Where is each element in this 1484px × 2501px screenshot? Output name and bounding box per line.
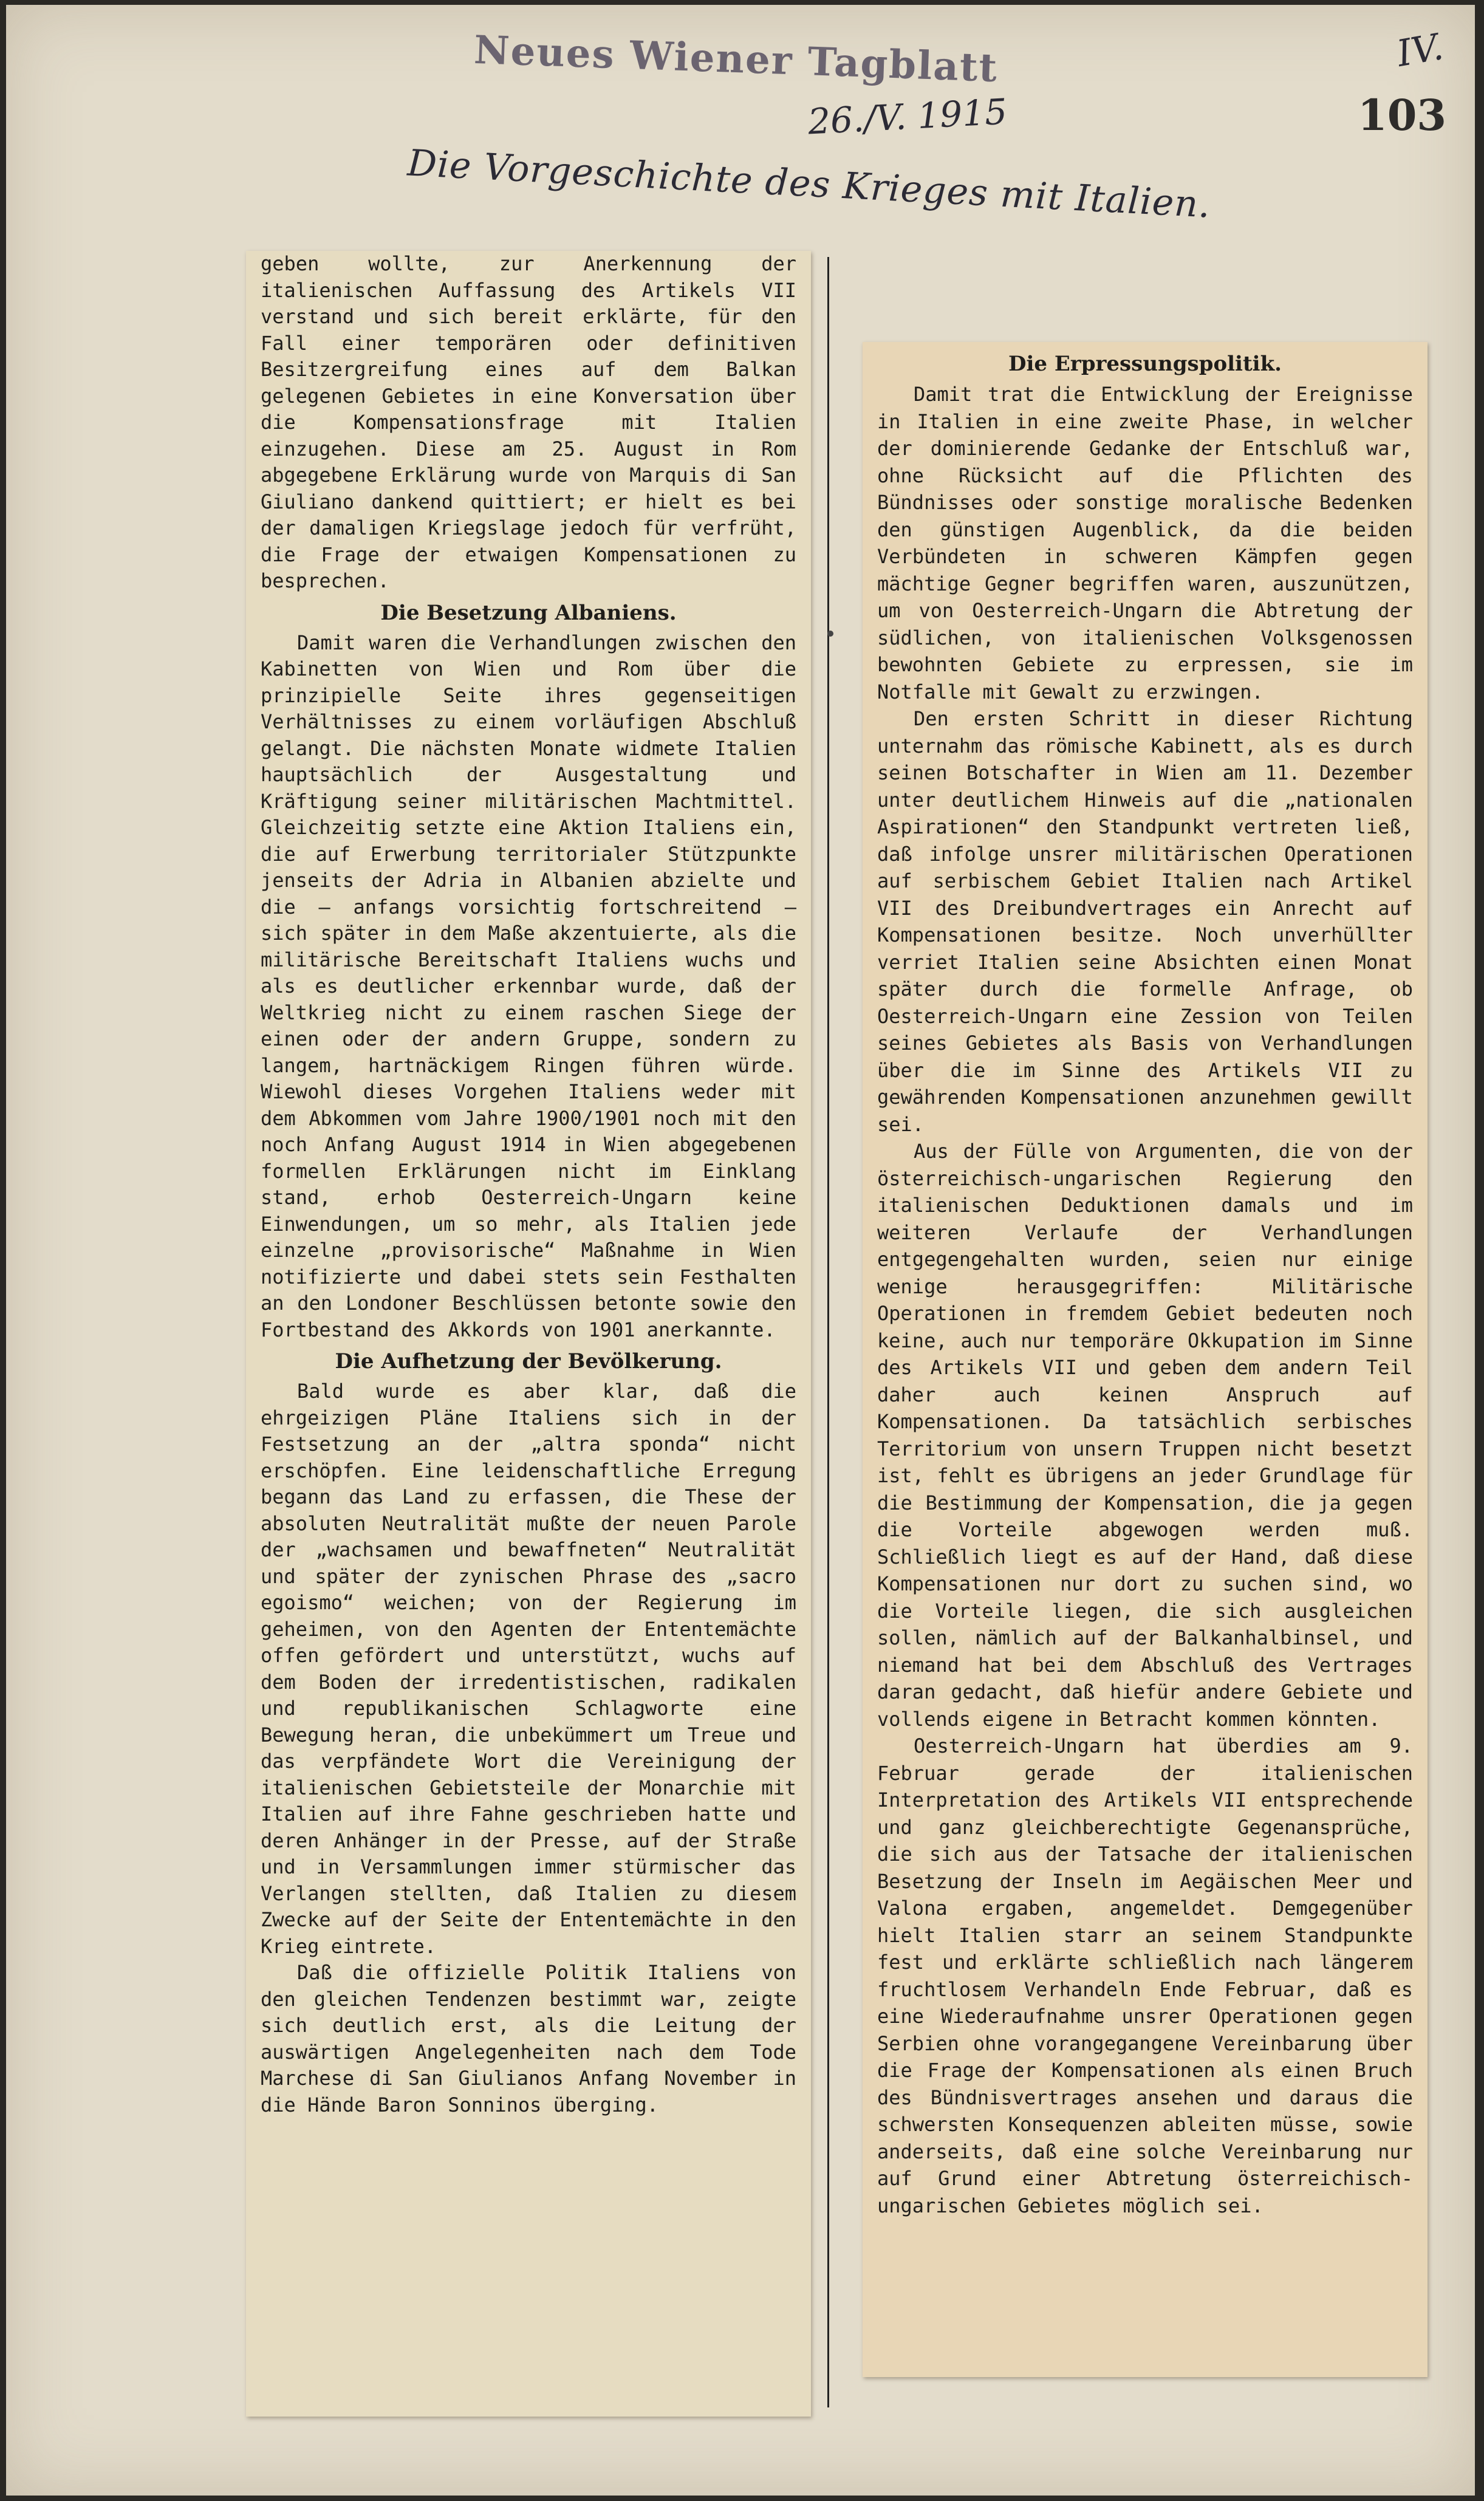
right-paragraph-3: Aus der Fülle von Argumenten, die von der österreichisch-ungarischen Regierung den italienischen Deduktionen damals und im weiteren Verlaufe der Verhandlungen entgegengehalten wurden, seien nur einige wenige herausgegriffen: Militärische Operationen in fremdem Gebiet bedeuten noch keine, auch nur temporäre Okkupation im Sinne des Artikels VII und geben dem andern Teil daher auch keinen Anspruch auf Kompensationen. Da tatsächlich serbisches Territorium von unsern Truppen nicht besetzt ist, fehlt es übrigens an jeder Grundlage für die Bestimmung der Kompensation, die ja gegen die Vorteile abgewogen werden muß. Schließlich liegt es auf der Hand, daß diese Kompensationen nur dort zu suchen sind, wo die Vorteile liegen, die sich ausgleichen sollen, nämlich auf der Balkanhalbinsel, und niemand hat bei dem Abschluß des Vertrages daran gedacht, daß hiefür andere Gebiete und vollends eigene in Betracht kommen könnten.: [877, 1140, 1413, 1731]
handwritten-date: 26./V. 1915: [807, 91, 1008, 143]
page-dot-mark: [827, 631, 833, 637]
heading-erpressungspolitik: Die Erpressungspolitik.: [1008, 352, 1282, 376]
column-separator: [827, 257, 829, 2407]
right-column-body: [877, 381, 1413, 2219]
clipping-right-column: [863, 342, 1428, 2377]
left-section1-paragraph: Damit waren die Verhandlungen zwischen den Kabinetten von Wien und Rom über die prinzipielle Seite ihres gegenseitigen Verhältnisses zu einem vorläufigen Abschluß gelangt. Die nächsten Monate widmete Italien hauptsächlich der Ausgestaltung und Kräftigung seiner militärischen Machtmittel. Gleichzeitig setzte eine Aktion Italiens ein, die auf Erwerbung territorialer Stützpunkte jenseits der Adria in Albanien abzielte und die — anfangs vorsichtig fortschreitend — sich später in dem Maße akzentuierte, als die militärische Bereitschaft Italiens wuchs und als es deutlicher erkennbar wurde, daß der Weltkrieg nicht zu einem raschen Siege der einen oder der andern Gruppe, sondern zu langem, hartnäckigem Ringen führen würde. Wiewohl dieses Vorgehen Italiens weder mit dem Abkommen vom Jahre 1900/1901 noch mit den noch Anfang August 1914 in Wien abgegebenen formellen Erklärungen nicht im Einklang stand, erhob Oesterreich-Ungarn keine Einwendungen, um so mehr, als Italien jede einzelne „provisorische“ Maßnahme in Wien notifizierte und dabei stets sein Festhalten an den Londoner Beschlüssen betonte sowie den Fortbestand des Akkords von 1901 anerkannte.: [261, 631, 796, 1341]
left-column-body: [261, 251, 796, 2118]
archive-sheet: [6, 5, 1475, 2496]
left-section2a-paragraph: Bald wurde es aber klar, daß die ehrgeizigen Pläne Italiens sich in der Festsetzung an der „altra sponda“ nicht erschöpfen. Eine leidenschaftliche Erregung begann das Land zu erfassen, die These der absoluten Neutralität mußte der neuen Parole der „wachsamen und bewaffneten“ Neutralität und später der zynischen Phrase des „sacro egoismo“ weichen; von der Regierung im geheimen, von den Agenten der Ententemächte offen gefördert und unterstützt, wuchs auf dem Boden der irredentistischen, radikalen und republikanischen Schlagworte eine Bewegung heran, die unbekümmert um Treue und das verpfändete Wort die Vereinigung der italienischen Gebietsteile der Monarchie mit Italien auf ihre Fahne geschrieben hatte und deren Anhänger in der Presse, auf der Straße und in Versammlungen immer stürmischer das Verlangen stellten, daß Italien zu diesem Zwecke auf der Seite der Ententemächte in den Krieg eintrete.: [261, 1380, 796, 1958]
newspaper-stamp: Neues Wiener Tagblatt: [473, 27, 999, 92]
heading-albanien: Die Besetzung Albaniens.: [380, 600, 677, 625]
right-paragraph-2: Den ersten Schritt in dieser Richtung unternahm das römische Kabinett, als es durch seinen Botschafter in Wien am 11. Dezember unter deutlichem Hinweis auf die „nationalen Aspirationen“ den Standpunkt vertreten ließ, daß infolge unsrer militärischen Operationen auf serbischem Gebiet Italien nach Artikel VII des Dreibundvertrages ein Anrecht auf Kompensationen besitze. Noch unverhüllter verriet Italien seine Absichten einen Monat später durch die formelle Anfrage, ob Oesterreich-Ungarn eine Zession von Teilen seines Gebietes als Basis von Verhandlungen über die im Sinne des Artikels VII zu gewährenden Kompensationen anzunehmen gewillt sei.: [877, 707, 1413, 1136]
right-paragraph-1: Damit trat die Entwicklung der Ereignisse in Italien in eine zweite Phase, in welcher der dominierende Gedanke der Entschluß war, ohne Rücksicht auf die Pflichten des Bündnisses oder sonstige moralische Bedenken den günstigen Augenblick, da die beiden Verbündeten in schweren Kämpfen gegen mächtige Gegner begriffen waren, auszunützen, um von Oesterreich-Ungarn die Abtretung der südlichen, von italienischen Volksgenossen bewohnten Gebiete zu erpressen, sie im Notfalle mit Gewalt zu erzwingen.: [877, 383, 1413, 703]
left-intro-paragraph: geben wollte, zur Anerkennung der italienischen Auffassung des Artikels VII verstand und sich bereit erklärte, für den Fall einer temporären oder definitiven Besitzergreifung eines auf dem Balkan gelegenen Gebietes in eine Konversation über die Kompensationsfrage mit Italien einzugehen. Diese am 25. August in Rom abgegebene Erklärung wurde von Marquis di San Giuliano dankend quittiert; er hielt es bei der damaligen Kriegslage jedoch für verfrüht, die Frage der etwaigen Kompensationen zu besprechen.: [261, 252, 796, 592]
corner-mark: IV.: [1393, 25, 1447, 76]
page-number: 103: [1358, 90, 1447, 140]
handwritten-title: Die Vorgeschichte des Krieges mit Italien.: [406, 142, 1212, 227]
clipping-left-column: [246, 251, 811, 2417]
left-section2b-paragraph: Daß die offizielle Politik Italiens von den gleichen Tendenzen bestimmt war, zeigte sich deutlich erst, als die Leitung der auswärtigen Angelegenheiten nach dem Tode Marchese di San Giulianos Anfang November in die Hände Baron Sonninos überging.: [261, 1961, 796, 2116]
heading-aufhetzung: Die Aufhetzung der Bevölkerung.: [335, 1349, 722, 1374]
right-paragraph-4: Oesterreich-Ungarn hat überdies am 9. Februar gerade der italienischen Interpretation des Artikels VII entsprechende und ganz gleichberechtigte Gegenansprüche, die sich aus der Tatsache der italienischen Besetzung der Inseln im Aegäischen Meer und Valona ergaben, angemeldet. Demgegenüber hielt Italien starr an seinem Standpunkte fest und erklärte schließlich nach längerem fruchtlosem Verhandeln Ende Februar, daß es eine Wiederaufnahme unsrer Operationen gegen Serbien ohne vorangegangene Vereinbarung über die Frage der Kompensationen als einen Bruch des Bündnisvertrages ansehen und daraus die schwersten Konsequenzen ableiten müsse, sowie anderseits, daß eine solche Vereinbarung nur auf Grund einer Abtretung österreichisch-ungarischen Gebietes möglich sei.: [877, 1734, 1413, 2217]
